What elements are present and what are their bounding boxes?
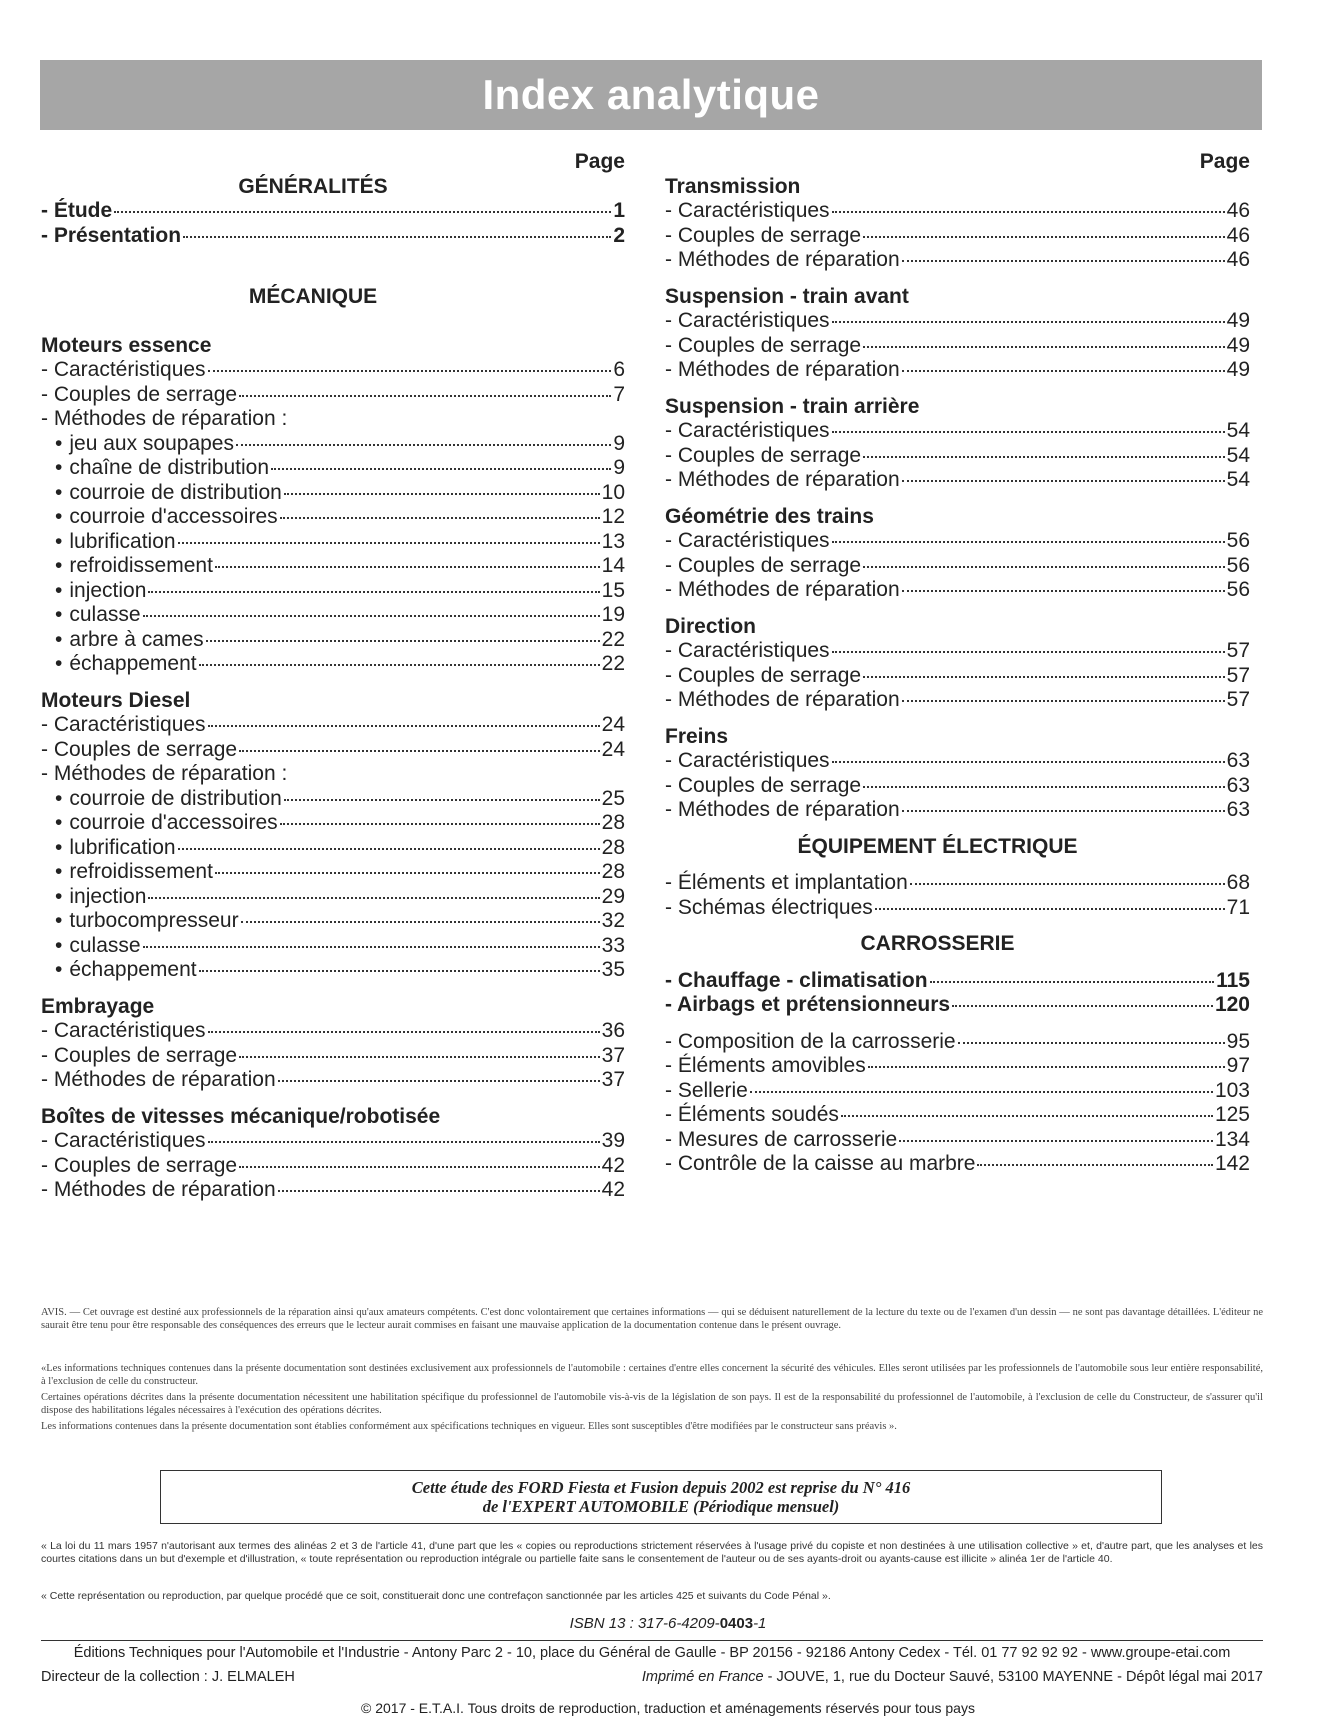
- index-entry: [665, 578, 1250, 603]
- index-subentry: [41, 432, 625, 457]
- dot-leader: [902, 480, 1225, 482]
- left-column: [41, 150, 625, 1203]
- entry-label: - Méthodes de réparation: [665, 468, 900, 491]
- dot-leader: [977, 1164, 1212, 1166]
- entry-page-number: 49: [1226, 309, 1250, 332]
- entry-page-number: 33: [601, 933, 625, 957]
- entry-label: - Méthodes de réparation: [665, 798, 900, 821]
- entry-page-number: 142: [1214, 1152, 1250, 1175]
- entry-label: - Couples de serrage: [665, 223, 862, 247]
- dot-leader: [199, 970, 600, 972]
- entry-label: • lubrification: [41, 530, 176, 555]
- entry-page-number: 13: [601, 529, 625, 553]
- dot-leader: [902, 810, 1225, 812]
- page-column-header: Page: [574, 150, 625, 173]
- law-notice: « La loi du 11 mars 1957 n'autorisant aux termes des alinéas 2 et 3 de l'article 41, d'une part que les « copies ou reproductions strictement réservées à l'usage privé du copiste et non destinées à une utilisation collective » et, d'autre part, que les analyses et les courtes citations dans un but d'exemple et d'illustration, « toute représentation ou reproduction intégrale ou partielle faite sans le consentement de l'auteur ou de ses ayants-droit ou ayants-cause est illicite » alinéa 1er de l'article 40.: [41, 1540, 1263, 1565]
- entry-page-number: 19: [601, 603, 625, 626]
- index-subentry: [41, 530, 625, 555]
- collection-director: Directeur de la collection : J. ELMALEH: [41, 1669, 295, 1685]
- page-column-header: Page: [1199, 150, 1250, 173]
- entry-label: • courroie de distribution: [41, 787, 282, 812]
- entry-label: - Éléments soudés: [665, 1103, 839, 1126]
- dot-leader: [750, 1091, 1213, 1093]
- isbn-line: [0, 1615, 1336, 1632]
- index-entry: [665, 688, 1250, 713]
- entry-label: • culasse: [41, 603, 141, 628]
- index-subentry: [41, 836, 625, 861]
- entry-page-number: 22: [601, 652, 625, 675]
- index-entry: [41, 713, 625, 738]
- index-subentry: [41, 603, 625, 628]
- dot-leader: [899, 1140, 1213, 1142]
- index-entry: [41, 738, 625, 763]
- entry-page-number: 115: [1216, 968, 1250, 992]
- dot-leader: [278, 1190, 600, 1192]
- index-entry: [665, 224, 1250, 249]
- entry-page-number: 54: [1226, 419, 1250, 442]
- dot-leader: [148, 897, 599, 899]
- index-entry: [41, 199, 625, 224]
- dot-leader: [902, 590, 1225, 592]
- index-entry: [665, 334, 1250, 359]
- index-entry: [665, 358, 1250, 383]
- entry-page-number: 36: [601, 1019, 625, 1042]
- index-entry: [665, 444, 1250, 469]
- dot-leader: [863, 676, 1225, 678]
- printing-line: [41, 1669, 1263, 1685]
- entry-page-number: 57: [1226, 663, 1250, 687]
- entry-page-number: 28: [601, 835, 625, 859]
- printed-in: Imprimé en France: [641, 1669, 764, 1685]
- entry-page-number: 120: [1214, 993, 1250, 1016]
- dot-leader: [199, 664, 600, 666]
- entry-label: - Contrôle de la caisse au marbre: [665, 1152, 976, 1175]
- index-subentry: [41, 958, 625, 983]
- entry-label: - Caractéristiques: [665, 639, 830, 662]
- entry-label: - Couples de serrage: [665, 663, 862, 687]
- entry-page-number: 103: [1214, 1078, 1250, 1102]
- entry-page-number: 24: [601, 713, 625, 736]
- index-entry: [665, 749, 1250, 774]
- dot-leader: [863, 566, 1225, 568]
- dot-leader: [832, 211, 1225, 213]
- dot-leader: [148, 591, 599, 593]
- entry-page-number: 71: [1226, 895, 1250, 919]
- entry-label: - Caractéristiques: [665, 199, 830, 222]
- dot-leader: [178, 848, 600, 850]
- index-entry: [665, 1054, 1250, 1079]
- index-entry: [665, 1103, 1250, 1128]
- index-subentry: [41, 481, 625, 506]
- section-title-carrosserie: CARROSSERIE: [860, 932, 1015, 955]
- dot-leader: [280, 517, 600, 519]
- printing-info: [642, 1669, 1263, 1685]
- group-title: Direction: [665, 614, 757, 638]
- index-entry: [665, 969, 1250, 994]
- dot-leader: [841, 1115, 1213, 1117]
- source-notice-line: Cette étude des FORD Fiesta et Fusion depuis 2002 est reprise du N° 416: [411, 1478, 911, 1497]
- entry-label: - Couples de serrage: [41, 382, 238, 406]
- index-entry: [665, 1128, 1250, 1153]
- entry-page-number: 54: [1226, 443, 1250, 467]
- dot-leader: [178, 542, 600, 544]
- entry-page-number: 49: [1226, 358, 1250, 381]
- entry-label: - Caractéristiques: [41, 1129, 206, 1152]
- index-entry: [665, 871, 1250, 896]
- entry-page-number: 63: [1226, 798, 1250, 821]
- entry-label: • courroie d'accessoires: [41, 811, 278, 836]
- entry-label: - Couples de serrage: [41, 1043, 238, 1067]
- entry-page-number: 134: [1214, 1127, 1250, 1151]
- dot-leader: [930, 981, 1215, 983]
- dot-leader: [902, 370, 1225, 372]
- dot-leader: [863, 236, 1225, 238]
- group-title-moteurs-diesel: Moteurs Diesel: [41, 688, 191, 712]
- dot-leader: [875, 908, 1225, 910]
- dot-leader: [208, 1031, 600, 1033]
- index-entry: [665, 248, 1250, 273]
- index-subentry: [41, 885, 625, 910]
- entry-label: - Caractéristiques: [665, 749, 830, 772]
- index-subentry: [41, 787, 625, 812]
- entry-label: - Éléments amovibles: [665, 1054, 866, 1077]
- entry-page-number: 14: [601, 554, 625, 577]
- index-entry: [665, 554, 1250, 579]
- entry-label: - Méthodes de réparation: [665, 578, 900, 601]
- entry-page-number: 56: [1226, 578, 1250, 601]
- dot-leader: [239, 750, 600, 752]
- index-entry: [665, 774, 1250, 799]
- dot-leader: [236, 444, 611, 446]
- index-subentry: [41, 554, 625, 579]
- entry-label: - Couples de serrage: [665, 773, 862, 797]
- entry-label: - Présentation: [41, 223, 182, 247]
- section-title-generalites: GÉNÉRALITÉS: [238, 174, 388, 198]
- entry-page-number: 28: [601, 811, 625, 834]
- isbn-suffix: -1: [753, 1615, 767, 1632]
- dot-leader: [208, 1141, 600, 1143]
- dot-leader: [114, 211, 611, 213]
- law-notice: « Cette représentation ou reproduction, par quelque procédé que ce soit, constituerait donc une contrefaçon sanctionnée par les articles 425 et suivants du Code Pénal ».: [41, 1590, 831, 1602]
- right-column: [665, 150, 1250, 1177]
- group-title: Géométrie des trains: [665, 504, 874, 528]
- entry-label: • courroie de distribution: [41, 481, 282, 506]
- dot-leader: [143, 946, 600, 948]
- dot-leader: [902, 700, 1225, 702]
- dot-leader: [143, 615, 600, 617]
- group-title-embrayage: Embrayage: [41, 994, 155, 1018]
- group-title: Transmission: [665, 174, 801, 198]
- avis-notice: AVIS. — Cet ouvrage est destiné aux professionnels de la réparation ainsi qu'aux amateurs compétents. C'est donc volontairement que certaines informations — qui se déduisent naturellement de la lecture du texte ou de l'examen d'un dessin — ne sont pas davantage détaillées. L'éditeur ne saurait être tenu pour être responsable des conséquences des erreurs que le lecteur aurait commises en faisant une mauvaise application de la documentation contenue dans le présent ouvrage.: [41, 1307, 1263, 1331]
- group-title: Suspension - train avant: [665, 284, 909, 308]
- entry-label: - Méthodes de réparation: [41, 1068, 276, 1091]
- entry-page-number: 56: [1226, 529, 1250, 552]
- entry-label: - Caractéristiques: [665, 419, 830, 442]
- notice-paragraph: «Les informations techniques contenues dans la présente documentation sont destinées exclusivement aux professionnels de l'automobile : certaines d'entre elles concernent la sécurité des véhicules. Elles seront utilisées par les professionnels de l'automobile sous leur entière responsabilité, à l'exclusion de celle du constructeur.: [41, 1363, 1263, 1387]
- entry-label: - Caractéristiques: [665, 529, 830, 552]
- entry-label: • injection: [41, 885, 146, 910]
- entry-page-number: 57: [1226, 688, 1250, 711]
- dot-leader: [206, 640, 600, 642]
- entry-label: • injection: [41, 579, 146, 604]
- entry-label: - Couples de serrage: [41, 737, 238, 761]
- entry-page-number: 46: [1226, 199, 1250, 222]
- entry-page-number: 46: [1226, 223, 1250, 247]
- entry-page-number: 2: [613, 223, 625, 247]
- group-title: Freins: [665, 724, 729, 748]
- entry-label: • arbre à cames: [41, 628, 204, 653]
- entry-page-number: 63: [1226, 749, 1250, 772]
- dot-leader: [902, 260, 1225, 262]
- entry-label: - Composition de la carrosserie: [665, 1029, 956, 1053]
- dot-leader: [183, 236, 611, 238]
- index-entry: [41, 383, 625, 408]
- index-subentry: [41, 628, 625, 653]
- entry-label: • refroidissement: [41, 554, 213, 579]
- entry-label: - Méthodes de réparation: [41, 1178, 276, 1201]
- dot-leader: [910, 883, 1225, 885]
- entry-page-number: 42: [601, 1178, 625, 1201]
- publisher-line: Éditions Techniques pour l'Automobile et l'Industrie - Antony Parc 2 - 10, place du Général de Gaulle - BP 20156 - 92186 Antony Cedex - Tél. 01 77 92 92 92 - www.groupe-etai.com: [73, 1645, 1231, 1661]
- dot-leader: [958, 1042, 1225, 1044]
- entry-page-number: 56: [1226, 553, 1250, 577]
- section-title-mecanique: MÉCANIQUE: [248, 284, 378, 308]
- index-subentry: [41, 811, 625, 836]
- index-entry: [41, 1044, 625, 1069]
- entry-label: • échappement: [41, 958, 197, 983]
- index-subentry: [41, 860, 625, 885]
- entry-page-number: 46: [1226, 248, 1250, 271]
- notice-paragraph: Certaines opérations décrites dans la présente documentation nécessitent une habilitation spécifique du professionnel de l'automobile vis-à-vis de la législation de son pays. Il est de la responsabilité du professionnel de l'automobile, à l'exclusion de celle du Constructeur, de s'assurer qu'il dispose des habilitations légales nécessaires à l'exécution des opérations décrites.: [41, 1392, 1263, 1416]
- entry-page-number: 49: [1226, 333, 1250, 357]
- entry-page-number: 22: [601, 627, 625, 651]
- entry-page-number: 39: [601, 1129, 625, 1152]
- dot-leader: [284, 493, 600, 495]
- methods-label: - Méthodes de réparation :: [41, 407, 288, 430]
- entry-page-number: 125: [1214, 1103, 1250, 1126]
- index-subentry: [41, 934, 625, 959]
- index-entry: [41, 224, 625, 249]
- index-subentry: [41, 909, 625, 934]
- index-entry: [665, 993, 1250, 1018]
- entry-label: - Mesures de carrosserie: [665, 1127, 898, 1151]
- index-entry: [41, 358, 625, 383]
- entry-label: - Éléments et implantation: [665, 871, 908, 894]
- entry-page-number: 37: [601, 1043, 625, 1067]
- index-entry: [41, 1129, 625, 1154]
- entry-page-number: 7: [613, 382, 625, 406]
- entry-label: • jeu aux soupapes: [41, 432, 234, 457]
- entry-page-number: 95: [1226, 1029, 1250, 1053]
- group-title-moteurs-essence: Moteurs essence: [41, 333, 212, 357]
- entry-page-number: 35: [601, 958, 625, 981]
- entry-page-number: 6: [613, 358, 625, 381]
- group-title: Suspension - train arrière: [665, 394, 920, 418]
- entry-label: • lubrification: [41, 836, 176, 861]
- entry-label: • chaîne de distribution: [41, 456, 269, 481]
- entry-label: - Caractéristiques: [41, 713, 206, 736]
- entry-page-number: 9: [613, 456, 625, 479]
- dot-leader: [868, 1066, 1225, 1068]
- entry-page-number: 29: [601, 884, 625, 908]
- dot-leader: [832, 431, 1225, 433]
- entry-page-number: 12: [601, 505, 625, 528]
- dot-leader: [952, 1005, 1213, 1007]
- entry-label: • courroie d'accessoires: [41, 505, 278, 530]
- dot-leader: [215, 872, 600, 874]
- dot-leader: [280, 823, 600, 825]
- index-entry: [41, 1178, 625, 1203]
- index-subentry: [41, 505, 625, 530]
- index-entry: [665, 309, 1250, 334]
- index-entry: [665, 199, 1250, 224]
- source-notice-line: de l'EXPERT AUTOMOBILE (Périodique mensuel): [482, 1497, 840, 1516]
- isbn-bold: 0403: [719, 1615, 754, 1632]
- index-entry: [665, 1030, 1250, 1055]
- isbn-prefix: ISBN 13 : 317-6-4209-: [569, 1615, 720, 1632]
- entry-page-number: 15: [601, 578, 625, 602]
- notice-paragraph: Les informations contenues dans la présente documentation sont établies conformément aux spécifications techniques en vigueur. Elles sont susceptibles d'être modifiées par le constructeur sans préavis ».: [41, 1421, 897, 1432]
- dot-leader: [239, 1056, 600, 1058]
- index-entry: [665, 896, 1250, 921]
- dot-leader: [284, 799, 600, 801]
- entry-label: - Caractéristiques: [41, 358, 206, 381]
- footer-divider: [41, 1640, 1263, 1641]
- dot-leader: [208, 370, 612, 372]
- copyright-line: © 2017 - E.T.A.I. Tous droits de reproduction, traduction et aménagements réservés pour tous pays: [361, 1700, 975, 1716]
- entry-label: - Airbags et prétensionneurs: [665, 993, 951, 1016]
- index-entry: [665, 419, 1250, 444]
- index-entry: [665, 798, 1250, 823]
- index-entry: [665, 664, 1250, 689]
- methods-label: - Méthodes de réparation :: [41, 762, 288, 785]
- printer-address: - JOUVE, 1, rue du Docteur Sauvé, 53100 MAYENNE - Dépôt légal mai 2017: [763, 1669, 1263, 1685]
- entry-page-number: 32: [601, 909, 625, 932]
- dot-leader: [215, 566, 600, 568]
- index-subentry: [41, 579, 625, 604]
- entry-label: • échappement: [41, 652, 197, 677]
- entry-label: - Étude: [41, 199, 113, 222]
- dot-leader: [863, 456, 1225, 458]
- entry-label: - Sellerie: [665, 1078, 748, 1102]
- entry-page-number: 25: [601, 786, 625, 810]
- dot-leader: [271, 468, 611, 470]
- entry-label: - Chauffage - climatisation: [665, 968, 928, 992]
- entry-label: - Schémas électriques: [665, 895, 873, 919]
- dot-leader: [832, 651, 1225, 653]
- index-entry: [665, 468, 1250, 493]
- entry-page-number: 9: [613, 431, 625, 455]
- dot-leader: [239, 395, 611, 397]
- index-entry: [41, 1019, 625, 1044]
- index-subentry: [41, 456, 625, 481]
- entry-page-number: 1: [613, 199, 625, 222]
- entry-label: • turbocompresseur: [41, 909, 239, 934]
- source-notice-box: [160, 1470, 1162, 1524]
- index-entry: [665, 1152, 1250, 1177]
- dot-leader: [863, 346, 1225, 348]
- dot-leader: [208, 725, 600, 727]
- entry-page-number: 97: [1226, 1054, 1250, 1077]
- entry-label: - Couples de serrage: [665, 443, 862, 467]
- index-entry: [665, 1079, 1250, 1104]
- entry-page-number: 42: [601, 1153, 625, 1177]
- entry-label: • refroidissement: [41, 860, 213, 885]
- entry-page-number: 28: [601, 860, 625, 883]
- entry-page-number: 68: [1226, 871, 1250, 894]
- entry-page-number: 24: [601, 737, 625, 761]
- entry-label: - Caractéristiques: [665, 309, 830, 332]
- entry-label: • culasse: [41, 934, 141, 959]
- entry-label: - Caractéristiques: [41, 1019, 206, 1042]
- index-entry: [41, 1154, 625, 1179]
- section-title-equipement-electrique: ÉQUIPEMENT ÉLECTRIQUE: [797, 834, 1078, 858]
- entry-page-number: 37: [601, 1068, 625, 1091]
- entry-label: - Couples de serrage: [665, 553, 862, 577]
- entry-page-number: 63: [1226, 773, 1250, 797]
- entry-page-number: 54: [1226, 468, 1250, 491]
- dot-leader: [832, 321, 1225, 323]
- entry-page-number: 57: [1226, 639, 1250, 662]
- entry-label: - Couples de serrage: [665, 333, 862, 357]
- group-title-boites-de-vitesses: Boîtes de vitesses mécanique/robotisée: [41, 1104, 441, 1128]
- title-banner: [40, 60, 1262, 130]
- dot-leader: [241, 921, 600, 923]
- entry-label: - Méthodes de réparation: [665, 688, 900, 711]
- dot-leader: [832, 541, 1225, 543]
- entry-label: - Couples de serrage: [41, 1153, 238, 1177]
- index-entry: [41, 1068, 625, 1093]
- entry-label: - Méthodes de réparation: [665, 358, 900, 381]
- dot-leader: [832, 761, 1225, 763]
- index-subentry: [41, 652, 625, 677]
- page-title: Index analytique: [482, 71, 820, 118]
- entry-label: - Méthodes de réparation: [665, 248, 900, 271]
- dot-leader: [239, 1166, 600, 1168]
- index-entry: [665, 529, 1250, 554]
- index-entry: [665, 639, 1250, 664]
- dot-leader: [278, 1080, 600, 1082]
- entry-page-number: 10: [601, 480, 625, 504]
- dot-leader: [863, 786, 1225, 788]
